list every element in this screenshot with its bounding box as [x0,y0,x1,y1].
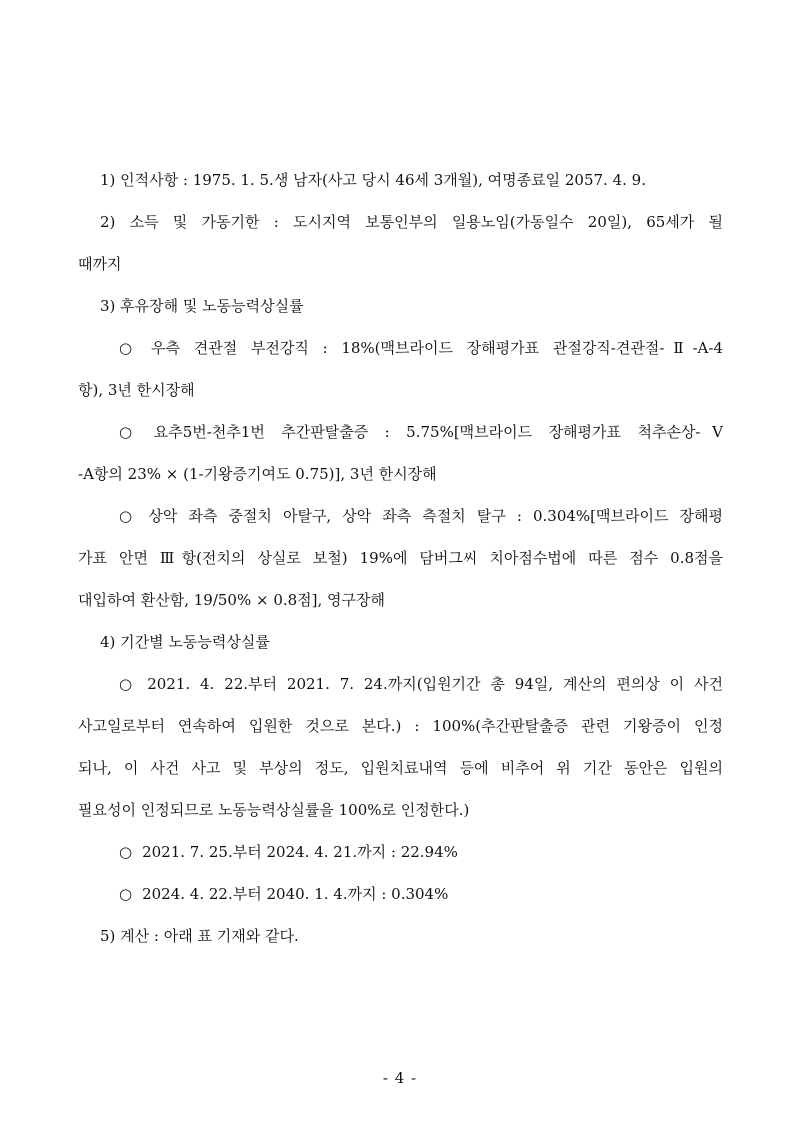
item-3-heading: 3) 후유장해 및 노동능력상실률 [100,297,304,315]
bullet-text: 2021. 7. 25.부터 2024. 4. 21.까지 : 22.94% [142,843,458,861]
circle-bullet-icon: ○ [119,843,133,861]
circle-bullet-icon: ○ [119,885,133,903]
page-number: - 4 - [382,1069,418,1087]
bullet-text: 상악 좌측 중절치 아탈구, 상악 좌측 측절치 탈구 : 0.304%[맥브라이드 장해평 [148,507,723,525]
item-4-bullet-1-line-1 [78,670,723,704]
bullet-text: 2024. 4. 22.부터 2040. 1. 4.까지 : 0.304% [142,885,449,903]
item-3-bullet-1-line-1 [78,334,723,368]
circle-bullet-icon: ○ [119,675,138,693]
item-4-bullet-1-line-3: 되나, 이 사건 사고 및 부상의 정도, 입원치료내역 등에 비추어 위 기간 동안은 입원의 [78,759,723,777]
item-4-bullet-1-line-2: 사고일로부터 연속하여 입원한 것으로 본다.) : 100%(추간판탈출증 관련 기왕증이 인정 [78,717,723,735]
item-2-income-line-2: 때까지 [78,255,122,273]
circle-bullet-icon: ○ [119,423,144,441]
item-2-income-line-1: 2) 소득 및 가동기한 : 도시지역 보통인부의 일용노임(가동일수 20일), 65세가 될 [100,213,723,231]
document-body [78,166,723,964]
item-3-bullet-2-line-1 [78,418,723,452]
circle-bullet-icon: ○ [119,339,142,357]
item-3-bullet-3-line-1 [78,502,723,536]
circle-bullet-icon: ○ [119,507,139,525]
item-4-bullet-1-line-4: 필요성이 인정되므로 노동능력상실률을 100%로 인정한다.) [78,801,470,819]
item-4-bullet-2 [78,838,723,872]
item-3-bullet-1-line-2: 항), 3년 한시장해 [78,381,195,399]
item-5-calculation: 5) 계산 : 아래 표 기재와 같다. [100,927,299,945]
bullet-text: 요추5번-천추1번 추간판탈출증 : 5.75%[맥브라이드 장해평가표 척추손상-Ⅴ [153,423,723,441]
item-4-bullet-3 [78,880,723,914]
item-3-bullet-3-line-2: 가표 안면 Ⅲ항(전치의 상실로 보철) 19%에 담버그씨 치아점수법에 따른 점수 0.8점을 [78,549,723,567]
item-3-bullet-2-line-2: -A항의 23% × (1-기왕증기여도 0.75)], 3년 한시장해 [78,465,437,483]
bullet-text: 2021. 4. 22.부터 2021. 7. 24.까지(입원기간 총 94일, 계산의 편의상 이 사건 [147,675,724,693]
item-1-personal-info: 1) 인적사항 : 1975. 1. 5.생 남자(사고 당시 46세 3개월), 여명종료일 2057. 4. 9. [100,171,646,189]
bullet-text: 우측 견관절 부전강직 : 18%(맥브라이드 장해평가표 관절강직-견관절-Ⅱ-A-4 [151,339,723,357]
item-3-bullet-3-line-3: 대입하여 환산함, 19/50% × 0.8점], 영구장해 [78,591,386,609]
item-4-heading: 4) 기간별 노동능력상실률 [100,633,270,651]
